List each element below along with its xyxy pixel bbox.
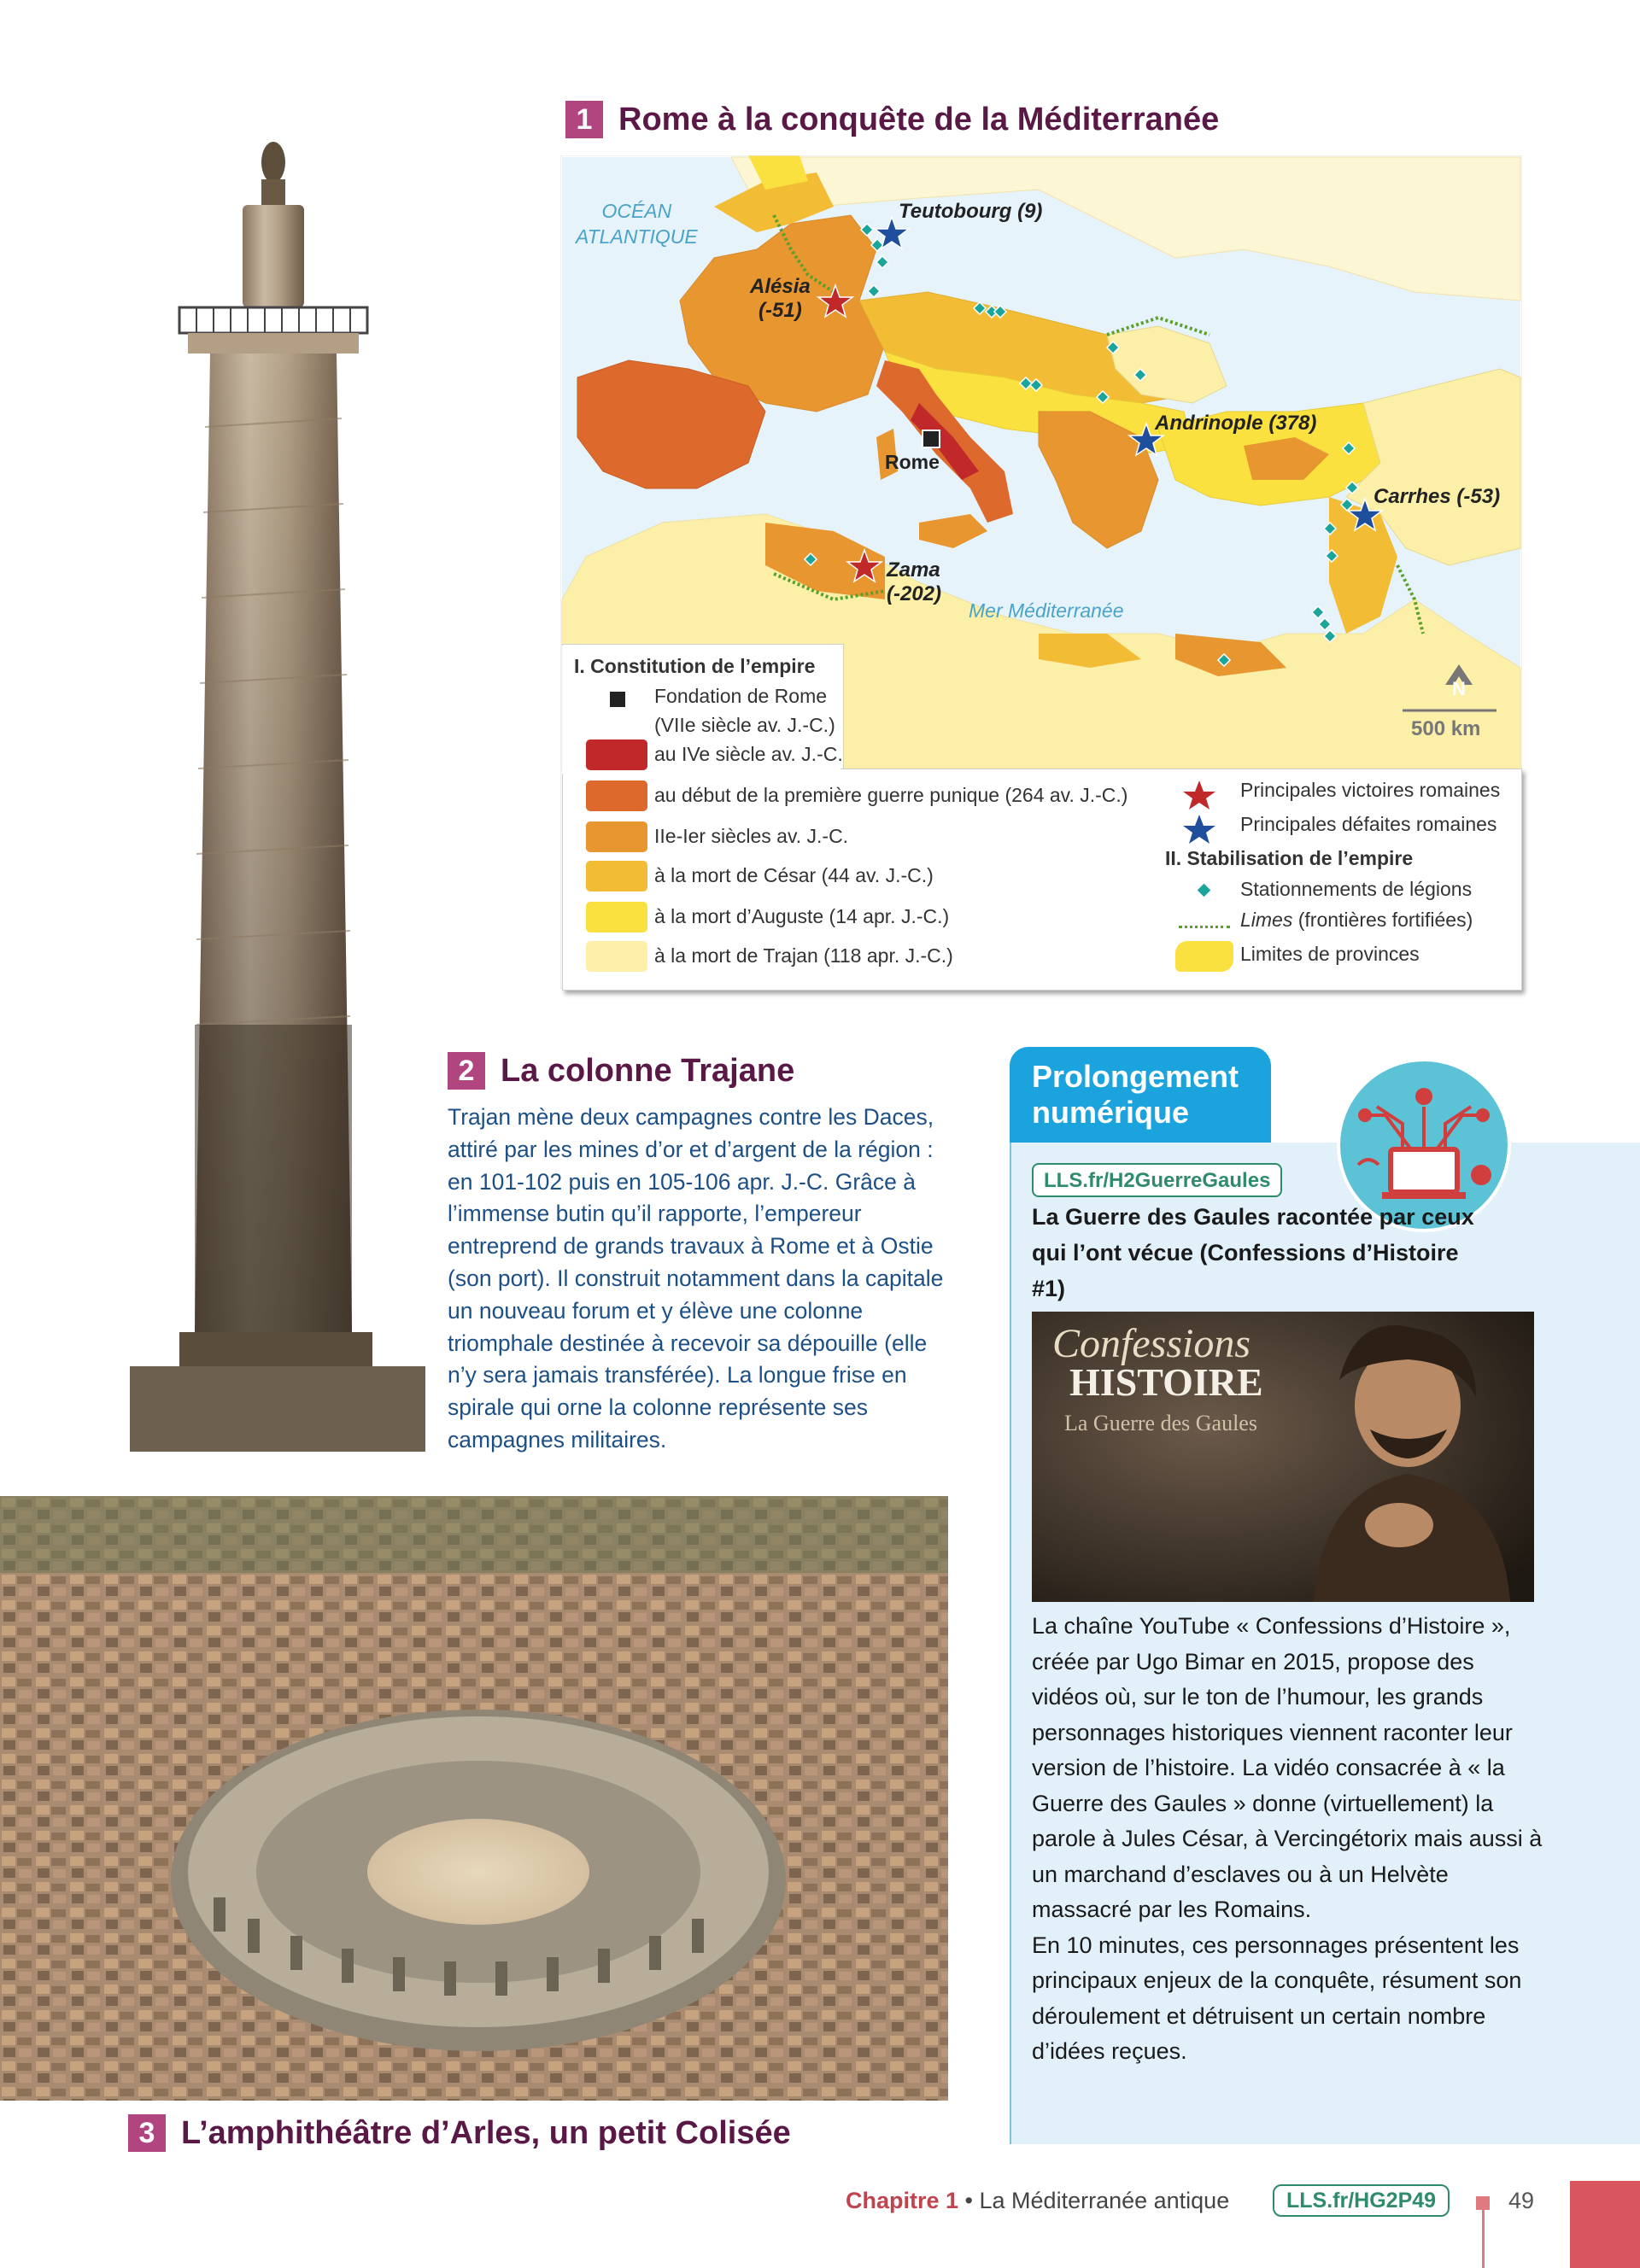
legend-period-4: à la mort de César (44 av. J.-C.) xyxy=(654,864,934,886)
legend-period-2: au début de la première guerre punique (264 av. J.-C.) xyxy=(654,784,1128,806)
foundation-marker xyxy=(610,692,625,707)
legend-period-3: IIe-Ier siècles av. J.-C. xyxy=(654,825,849,847)
legend-defeat-star-icon xyxy=(1183,815,1215,844)
video-thumb-subtitle: La Guerre des Gaules xyxy=(1064,1411,1257,1435)
legend-swatch-5 xyxy=(586,902,647,932)
legend-provinces-icon xyxy=(1175,941,1233,972)
doc1-number: 1 xyxy=(565,101,603,138)
page-footer xyxy=(846,2176,1640,2268)
map-label-ocean: OCÉAN ATLANTIQUE xyxy=(576,200,698,248)
legend-foundation: Fondation de Rome xyxy=(654,685,828,707)
prolongement-numerique xyxy=(1010,1047,1640,2144)
legend-provinces: Limites de provinces xyxy=(1240,943,1420,965)
prolongement-paragraph-2: En 10 minutes, ces personnages présentent les principaux enjeux de la conquête, résument son déroulement et détruisent un certain nombre d’idées reçues. xyxy=(1032,1932,1522,2064)
scale-label: 500 km xyxy=(1411,717,1481,740)
doc2-number: 2 xyxy=(448,1052,485,1090)
legend-foundation-date: (VIIe siècle av. J.-C.) xyxy=(654,714,835,736)
prolongement-body xyxy=(1032,1609,1544,2070)
footer-marker xyxy=(1476,2196,1490,2210)
legend-defeats: Principales défaites romaines xyxy=(1240,813,1497,835)
legend-swatch-2 xyxy=(586,780,647,811)
map-label-sea: Mer Méditerranée xyxy=(969,599,1124,622)
prolongement-link[interactable]: LLS.fr/H2GuerreGaules xyxy=(1032,1163,1282,1197)
footer-chapter: Chapitre 1 xyxy=(846,2188,959,2213)
prolongement-paragraph-1: La chaîne YouTube « Confessions d’Histoire », créée par Ugo Bimar en 2015, propose des vidéos où, sur le ton de l’humour, les grands personnages historiques viennent raconter leur version de l’histoire. La vidéo consacrée à « la Guerre des Gaules » donne (virtuellement) la parole à Jules César, à Vercingétorix mais aussi à un marchand d’esclaves ou à un Helvète massacré par les Romains. xyxy=(1032,1613,1543,1922)
doc3-heading xyxy=(128,2114,791,2152)
legend-section-1: I. Constitution de l’empire xyxy=(574,655,816,677)
legend-swatch-1 xyxy=(586,739,647,770)
map-label-carrhes: Carrhes (-53) xyxy=(1374,485,1501,508)
legend-victories: Principales victoires romaines xyxy=(1240,779,1501,801)
trajan-column-photo xyxy=(128,137,427,1452)
prolongement-title: La Guerre des Gaules racontée par ceux qui l’ont vécue (Confessions d’Histoire #1) xyxy=(1032,1204,1474,1301)
legend-legions: Stationnements de légions xyxy=(1240,878,1473,900)
map-label-rome: Rome xyxy=(885,451,940,473)
legend-limes-icon xyxy=(1179,919,1230,928)
doc3-number: 3 xyxy=(128,2114,166,2152)
footer-chapter-title: La Méditerranée antique xyxy=(979,2188,1230,2213)
legend-section-2: II. Stabilisation de l’empire xyxy=(1165,847,1414,869)
footer-chapter-line xyxy=(846,2188,1229,2214)
map-label-alesia: Alésia (-51) xyxy=(750,275,811,322)
doc1-title: Rome à la conquête de la Méditerranée xyxy=(618,101,1220,137)
legend-swatch-6 xyxy=(586,941,647,972)
legend-period-5: à la mort d’Auguste (14 apr. J.-C.) xyxy=(654,905,950,927)
footer-tab xyxy=(1570,2181,1640,2268)
doc3-title: L’amphithéâtre d’Arles, un petit Colisée xyxy=(181,2114,791,2151)
legend-victory-star-icon xyxy=(1183,780,1215,810)
legend-swatch-3 xyxy=(586,821,647,852)
video-thumbnail[interactable] xyxy=(1032,1312,1534,1602)
map-label-zama: Zama (-202) xyxy=(887,558,942,605)
legend-period-1: au IVe siècle av. J.-C. xyxy=(654,743,843,765)
footer-separator: • xyxy=(958,2188,980,2213)
arles-amphitheatre-photo xyxy=(0,1496,948,2101)
footer-link[interactable]: LLS.fr/HG2P49 xyxy=(1273,2184,1450,2217)
roman-empire-map xyxy=(560,155,1522,989)
rome-marker xyxy=(922,430,940,447)
doc1-heading xyxy=(565,101,1219,138)
north-label: N xyxy=(1452,678,1466,699)
doc2-title: La colonne Trajane xyxy=(501,1052,795,1089)
video-thumb-title2: HISTOIRE xyxy=(1069,1360,1263,1404)
footer-marker-line xyxy=(1482,2210,1485,2268)
legend-stars xyxy=(1182,775,1216,852)
legend-swatch-4 xyxy=(586,861,647,891)
legend-limes: Limes (frontières fortifiées) xyxy=(1240,909,1473,931)
map-label-teutobourg: Teutobourg (9) xyxy=(899,200,1043,223)
prolongement-tab: Prolongement numérique xyxy=(1010,1047,1271,1143)
map-label-andrinople: Andrinople (378) xyxy=(1155,412,1317,435)
doc2-heading xyxy=(448,1052,794,1090)
page-number: 49 xyxy=(1508,2188,1535,2213)
doc2-text: Trajan mène deux campagnes contre les Daces, attiré par les mines d’or et d’argent de la région : en 101-102 puis en 105-106 apr. J.-C. Grâce à l’immense butin qu’il rapporte, l’empereur entreprend de grands travaux à Rome et à Ostie (son port). Il construit notamment dans la capitale un nouveau forum et y élève une colonne triomphale destinée à recevoir sa dépouille (elle n’y sera jamais transférée). La longue frise en spirale qui orne la colonne représente ses campagnes militaires. xyxy=(448,1104,944,1453)
legend-period-6: à la mort de Trajan (118 apr. J.-C.) xyxy=(654,944,953,967)
video-thumb-title: Confessions xyxy=(1052,1321,1251,1366)
